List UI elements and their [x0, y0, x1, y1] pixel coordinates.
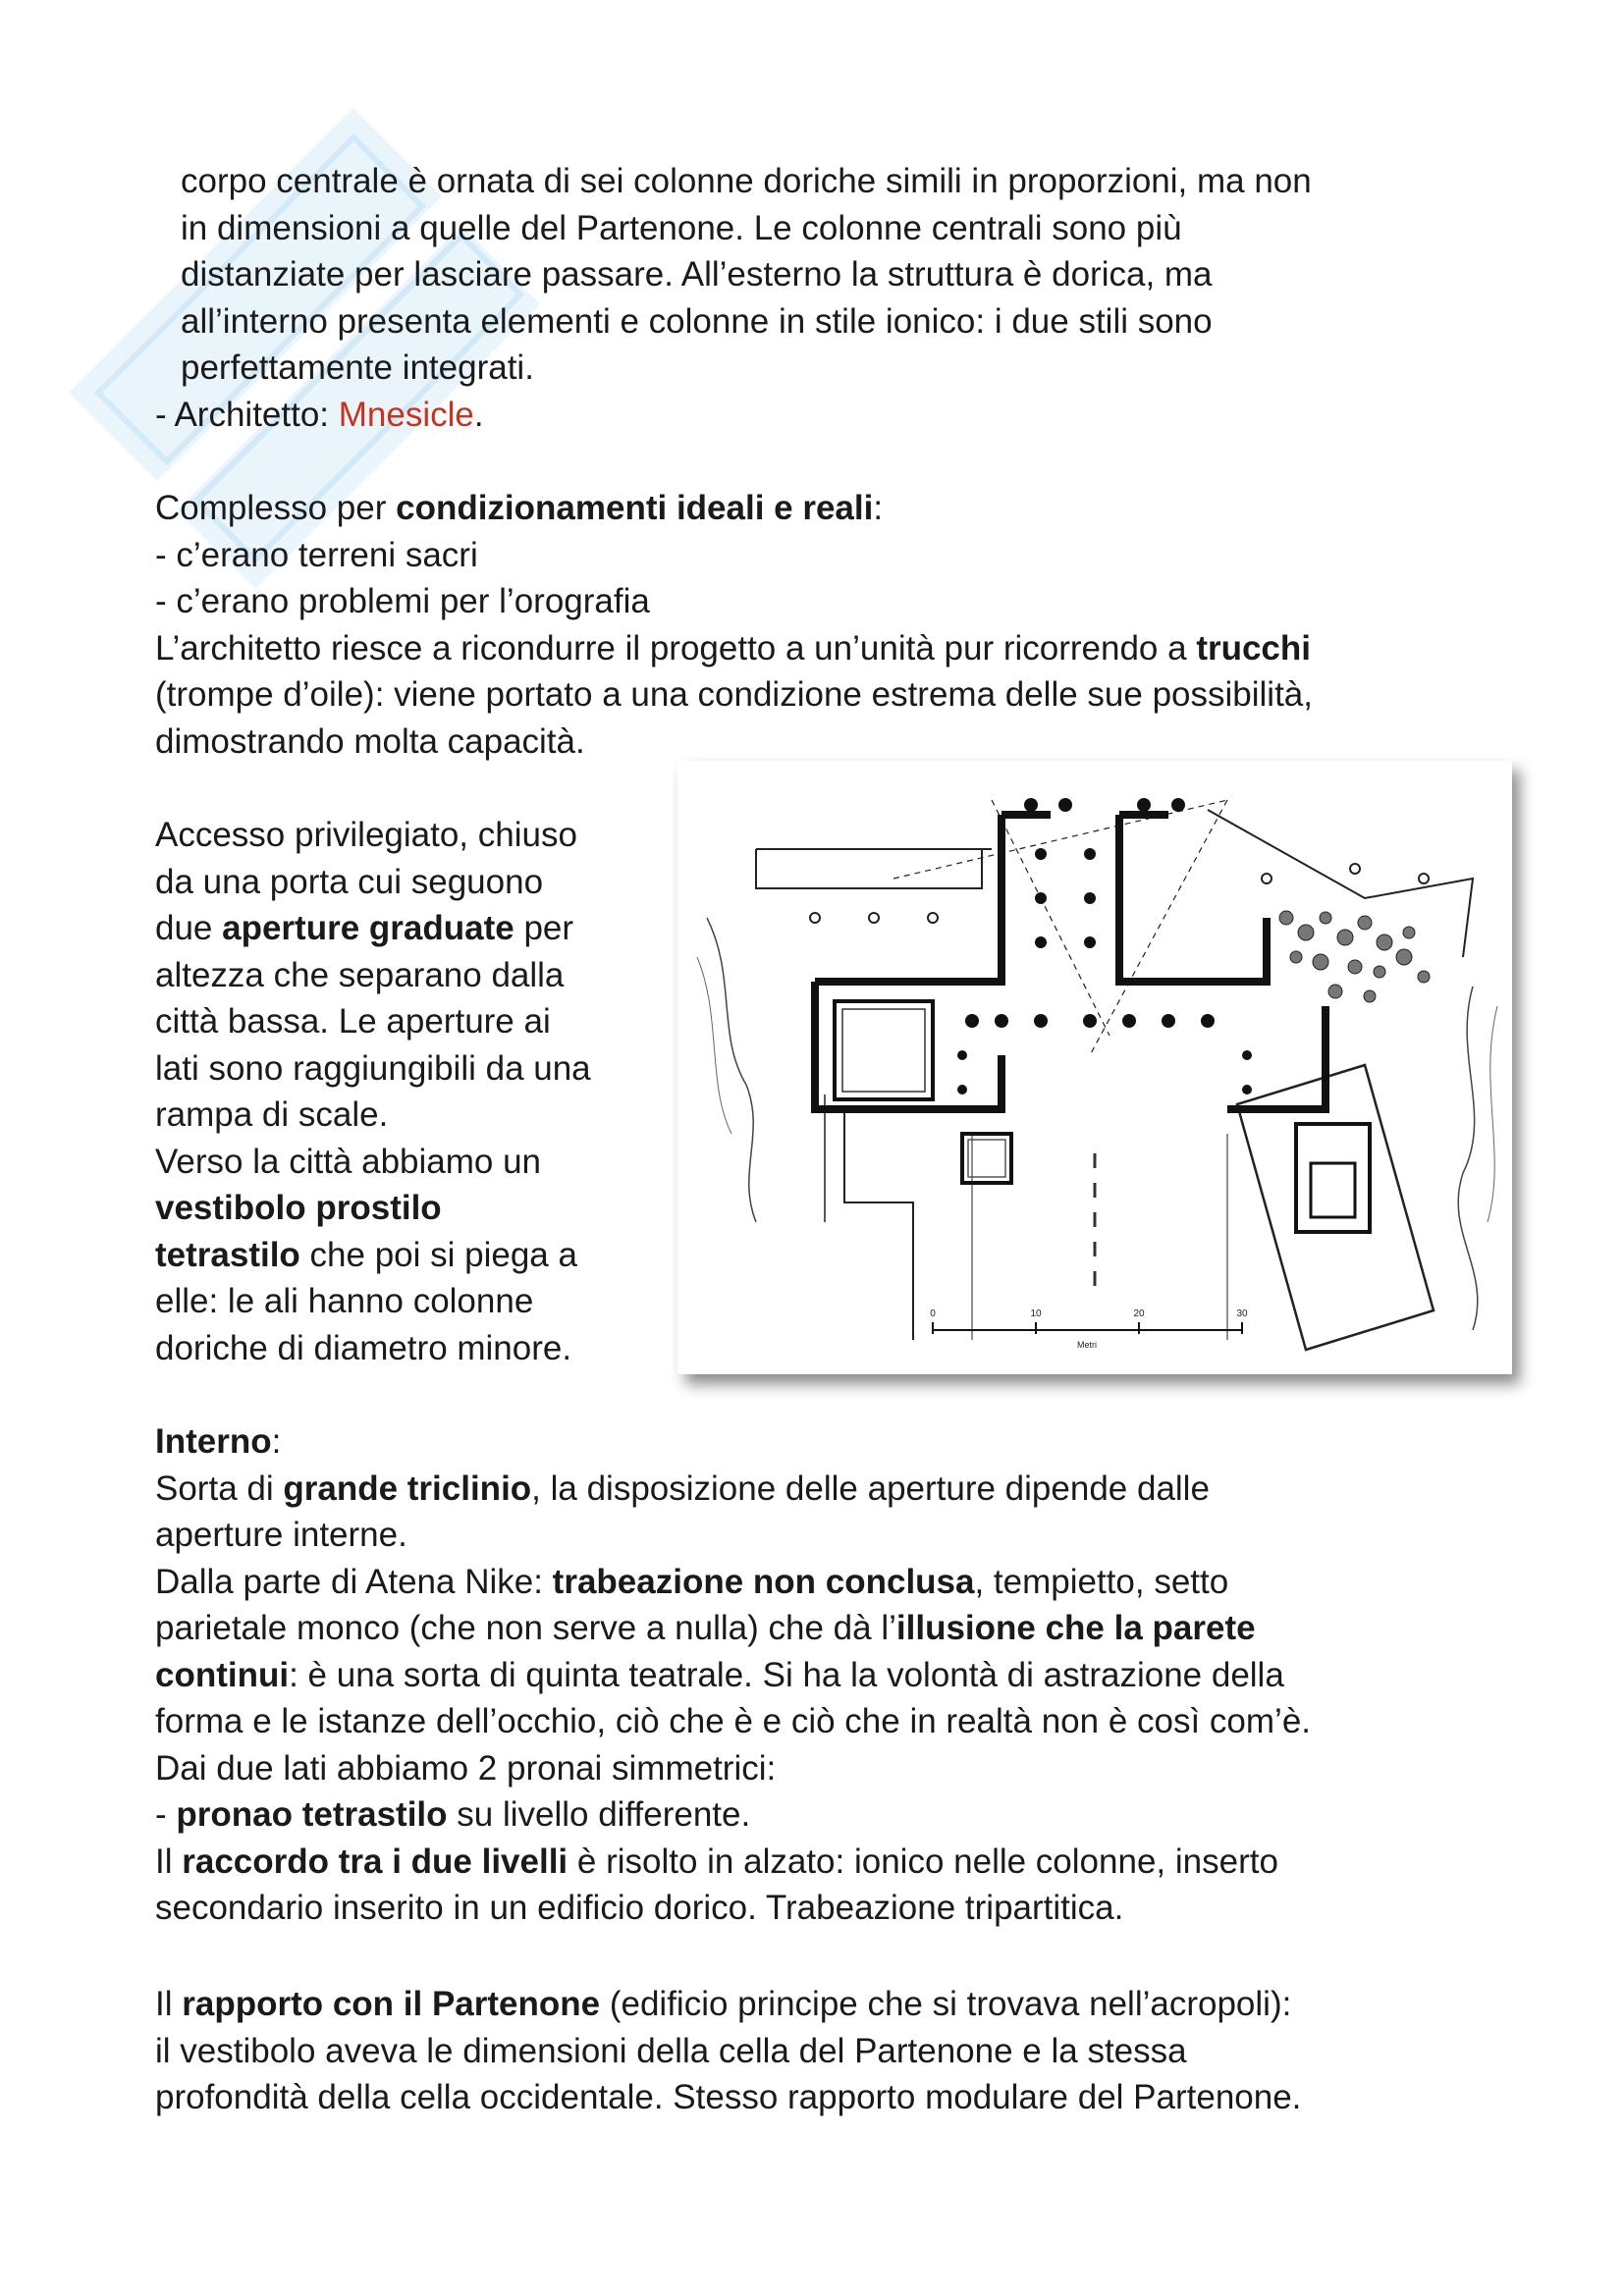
section-heading: Interno: — [155, 1422, 282, 1461]
complex-line: dimostrando molta capacità. — [155, 721, 585, 761]
access-line: elle: le ali hanno colonne — [155, 1282, 534, 1320]
architect-line: - Architetto: Mnesicle. — [155, 395, 484, 434]
scale-label: 0 — [930, 1308, 936, 1319]
access-line: doriche di diametro minore. — [155, 1328, 572, 1367]
scale-label: 20 — [1133, 1308, 1145, 1319]
access-paragraph — [155, 812, 666, 1371]
intro-line: corpo centrale è ornata di sei colonne doriche simili in proporzioni, ma non — [181, 162, 1312, 200]
complex-line: L’architetto riesce a ricondurre il progetto a un’unità pur ricorrendo a trucchi — [155, 628, 1312, 667]
propylaea-plan-figure — [677, 761, 1512, 1374]
parthenon-line: Il rapporto con il Partenone (edificio principe che si trovava nell’acropoli): — [155, 1985, 1292, 2023]
complex-paragraph — [155, 485, 1471, 765]
architect-name: Mnesicle — [338, 395, 474, 434]
access-line: lati sono raggiungibili da una — [155, 1048, 591, 1088]
parthenon-paragraph — [155, 1981, 1471, 2121]
interior-line: secondario inserito in un edificio dorico. Trabeazione tripartitica. — [155, 1889, 1124, 1927]
access-line: Accesso privilegiato, chiuso — [155, 816, 577, 854]
complex-line: (trompe d’oile): viene portato a una condizione estrema delle sue possibilità, — [155, 675, 1313, 714]
interior-line: Dalla parte di Atena Nike: trabeazione non conclusa, tempietto, setto — [155, 1562, 1229, 1601]
floor-plan-drawing — [677, 761, 1512, 1374]
access-line: tetrastilo che poi si piega a — [155, 1235, 577, 1274]
parthenon-line: il vestibolo aveva le dimensioni della cella del Partenone e la stessa — [155, 2031, 1187, 2070]
access-line: vestibolo prostilo — [155, 1189, 442, 1227]
intro-line: all’interno presenta elementi e colonne in stile ionico: i due stili sono — [181, 301, 1213, 341]
intro-paragraph — [155, 158, 1471, 438]
scale-unit: Metri — [1077, 1340, 1097, 1350]
parthenon-line: profondità della cella occidentale. Stesso rapporto modulare del Partenone. — [155, 2078, 1302, 2116]
access-line: altezza che separano dalla — [155, 955, 565, 994]
complex-lead: Complesso per condizionamenti ideali e reali: — [155, 489, 884, 527]
list-item: - c’erano terreni sacri — [155, 535, 478, 574]
access-line: due aperture graduate per — [155, 909, 574, 947]
interior-line: aperture interne. — [155, 1516, 407, 1554]
interior-line: continui: è una sorta di quinta teatrale. Si ha la volontà di astrazione della — [155, 1655, 1284, 1694]
interior-line: parietale monco (che non serve a nulla) che dà l’illusione che la parete — [155, 1609, 1256, 1647]
interior-line: Dai due lati abbiamo 2 pronai simmetrici: — [155, 1748, 777, 1788]
access-line: città bassa. Le aperture ai — [155, 1002, 551, 1041]
interior-line: forma e le istanze dell’occhio, ciò che è e ciò che in realtà non è così com’è. — [155, 1702, 1312, 1740]
scale-label: 10 — [1030, 1308, 1042, 1319]
interior-paragraph — [155, 1418, 1471, 1932]
access-line: rampa di scale. — [155, 1095, 389, 1134]
scale-label: 30 — [1236, 1308, 1248, 1319]
intro-line: distanziate per lasciare passare. All’esterno la struttura è dorica, ma — [181, 255, 1213, 294]
access-line: Verso la città abbiamo un — [155, 1142, 542, 1181]
access-line: da una porta cui seguono — [155, 862, 544, 901]
intro-line: in dimensioni a quelle del Partenone. Le colonne centrali sono più — [181, 208, 1182, 247]
interior-line: - pronao tetrastilo su livello differente. — [155, 1795, 751, 1834]
intro-line: perfettamente integrati. — [181, 348, 534, 387]
list-item: - c’erano problemi per l’orografia — [155, 582, 650, 620]
interior-line: Sorta di grande triclinio, la disposizione delle aperture dipende dalle — [155, 1468, 1210, 1508]
interior-line: Il raccordo tra i due livelli è risolto in alzato: ionico nelle colonne, inserto — [155, 1842, 1278, 1881]
